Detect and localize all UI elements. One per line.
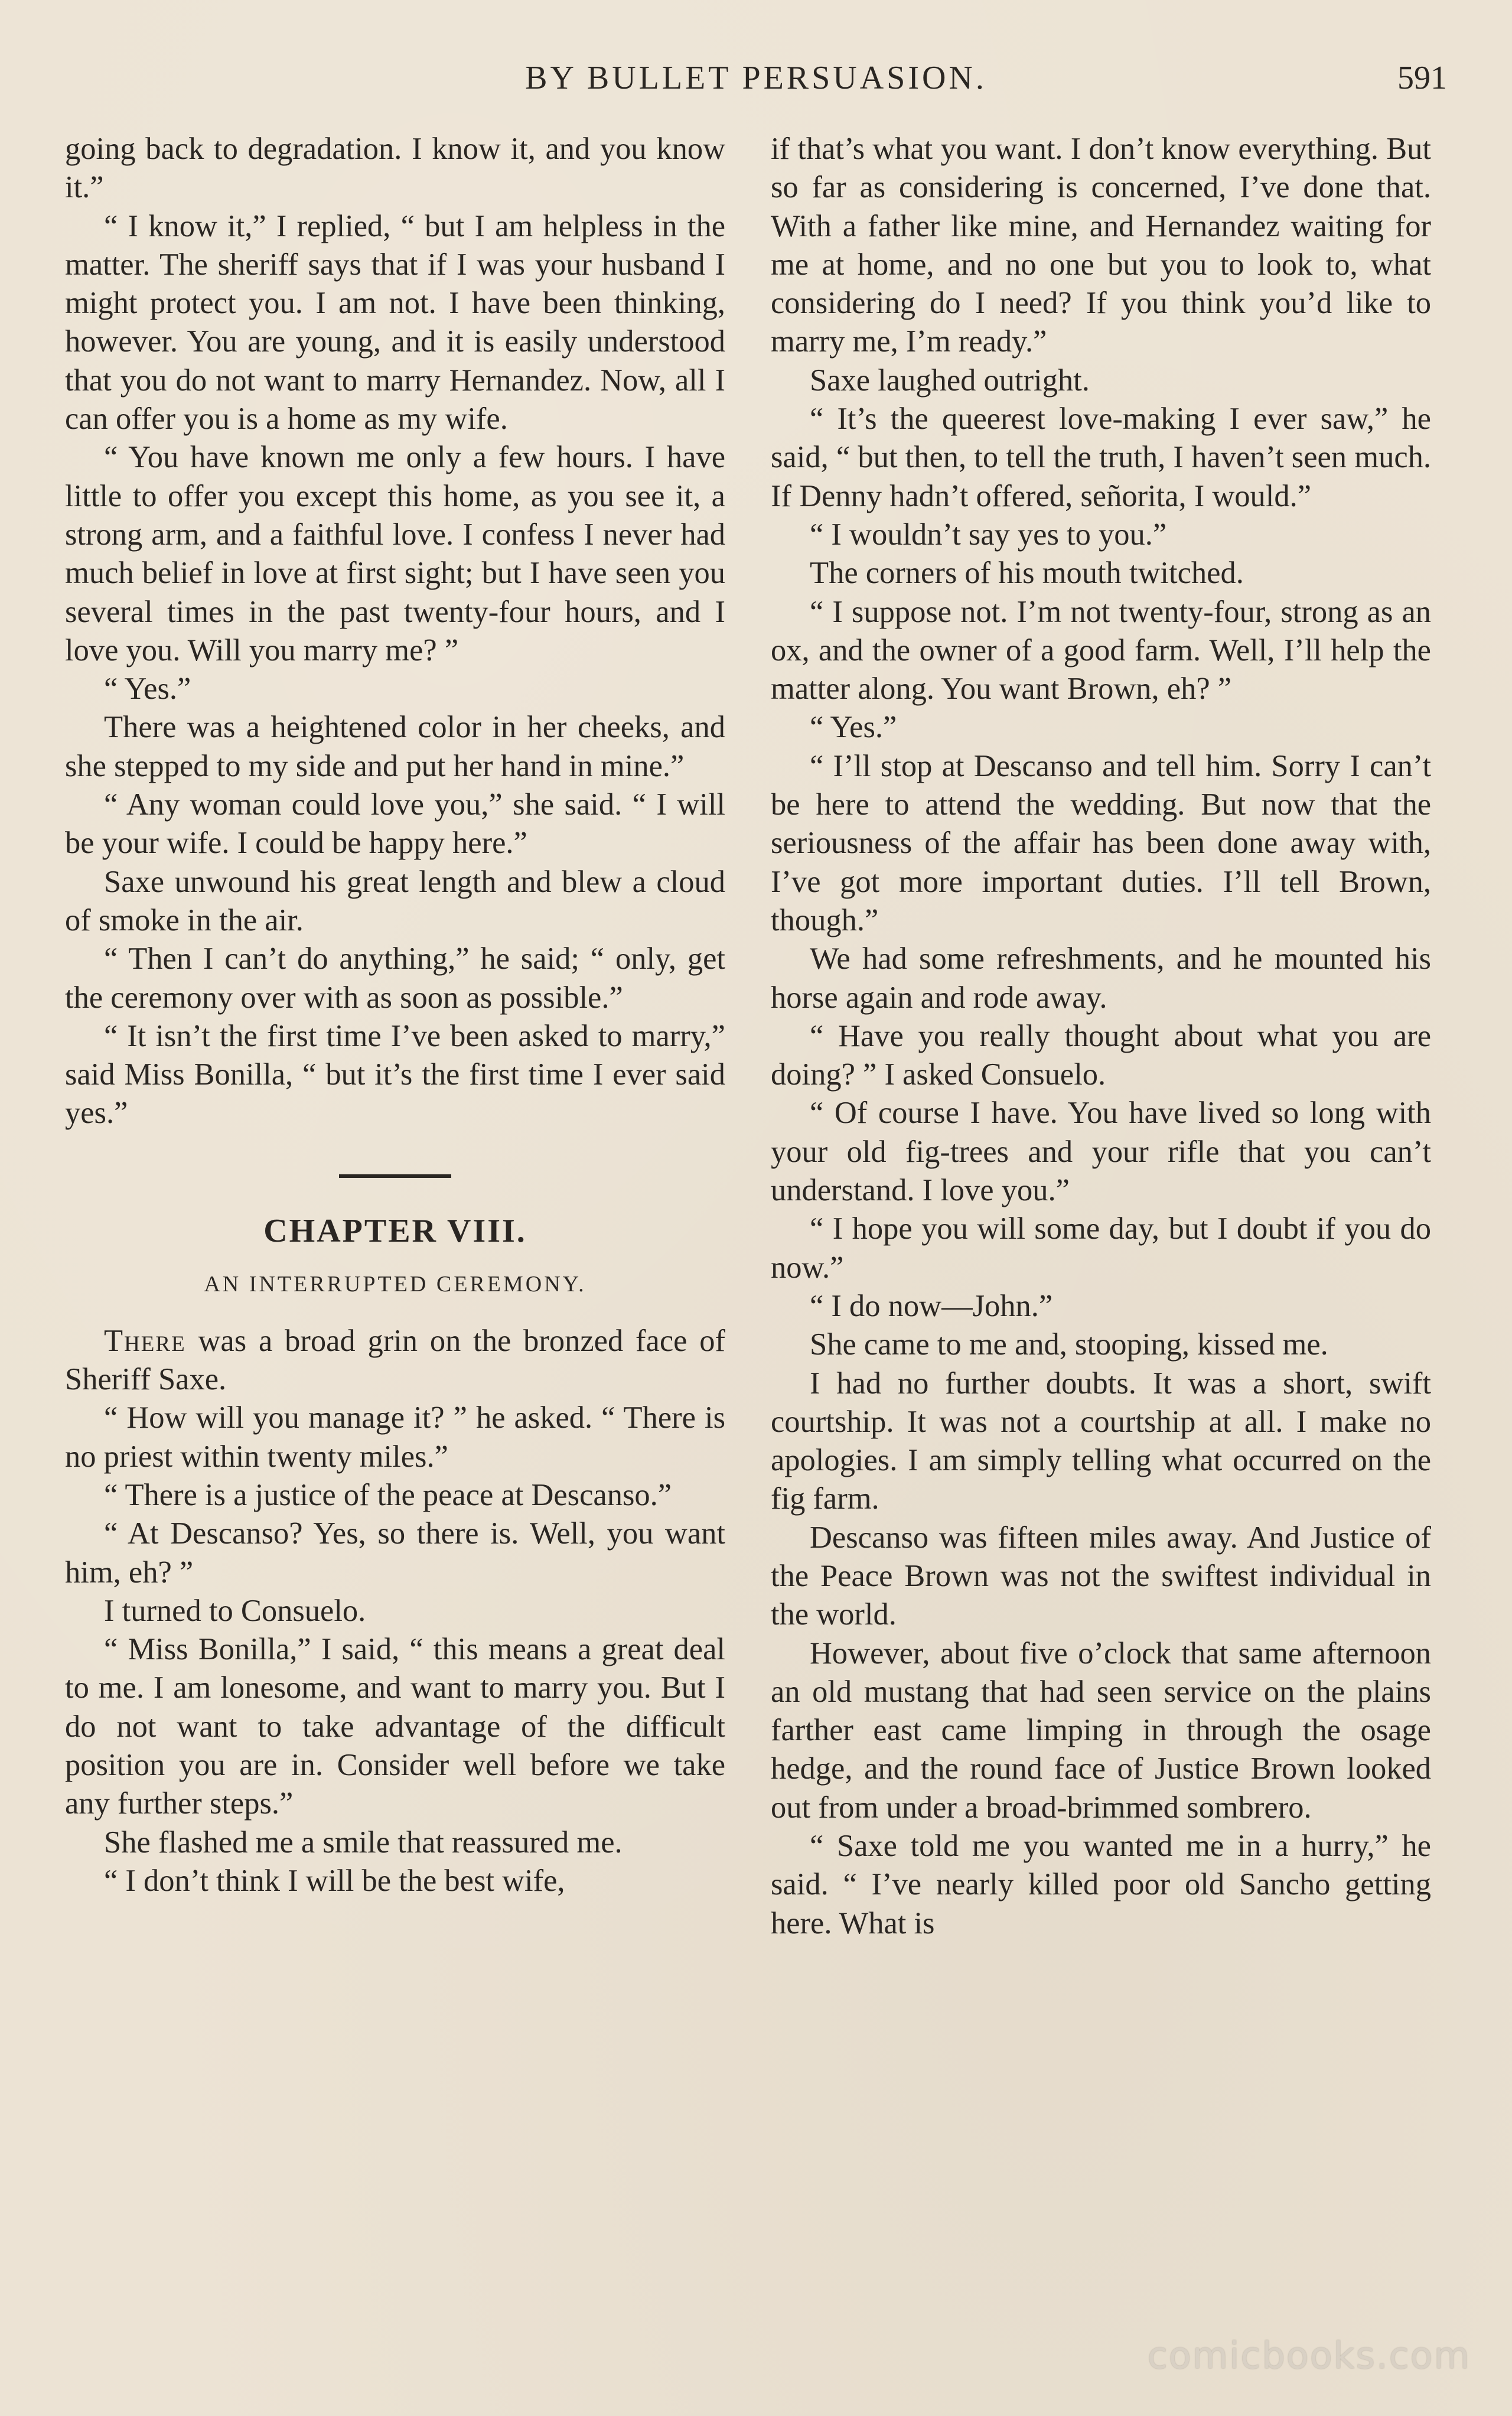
paragraph: “ I do now—John.” (810, 1288, 1053, 1323)
section-divider (339, 1174, 451, 1178)
paragraph: “ I don’t think I will be the best wife, (104, 1863, 565, 1898)
chapter-opening-word: There (104, 1323, 186, 1358)
paragraph: “ Yes.” (810, 710, 897, 745)
paragraph: She came to me and, stooping, kissed me. (810, 1327, 1328, 1362)
paragraph: Descanso was fifteen miles away. And Justice of the Peace Brown was not the swiftest individual in the world. (771, 1520, 1431, 1632)
paragraph: if that’s what you want. I don’t know everything. But so far as considering is concerned, I’ve done that. With a father like mine, and Hernandez waiting for me at home, and no one but you to look to, what considering do I need? If you think you’d like to marry me, I’m ready.” (771, 132, 1431, 359)
paragraph: “ Then I can’t do anything,” he said; “ only, get the ceremony over with as soon as possible.” (65, 942, 725, 1015)
paragraph: The corners of his mouth twitched. (810, 556, 1244, 591)
left-column (65, 130, 725, 1900)
paragraph: “ Any woman could love you,” she said. “ I will be your wife. I could be happy here.” (65, 787, 725, 861)
running-head (65, 54, 1447, 102)
paragraph: “ I wouldn’t say yes to you.” (810, 517, 1167, 552)
paragraph: “ Of course I have. You have lived so long with your old fig-trees and your rifle that you can’t understand. I love you.” (771, 1096, 1431, 1208)
paragraph: “ It isn’t the first time I’ve been asked to marry,” said Miss Bonilla, “ but it’s the first time I ever said yes.” (65, 1018, 725, 1131)
paragraph: “ How will you manage it? ” he asked. “ There is no priest within twenty miles.” (65, 1401, 725, 1474)
watermark: comicbooks.com (1147, 2334, 1471, 2377)
paragraph: “ I know it,” I replied, “ but I am helpless in the matter. The sheriff says that if I was your husband I might protect you. I am not. I have been thinking, however. You are young, and it is easily understood that you do not want to marry Hernandez. Now, all I can offer you is a home as my wife. (65, 209, 725, 437)
paragraph: I turned to Consuelo. (104, 1593, 366, 1628)
paragraph: However, about five o’clock that same afternoon an old mustang that had seen service on the plains farther east came limping in through the osage hedge, and the round face of Justice Brown looked out from under a broad-brimmed sombrero. (771, 1636, 1431, 1825)
chapter-subtitle: AN INTERRUPTED CEREMONY. (204, 1271, 586, 1297)
paragraph: “ Yes.” (104, 672, 191, 706)
paragraph: “ There is a justice of the peace at Descanso.” (104, 1477, 672, 1512)
paragraph: We had some refreshments, and he mounted his horse again and rode away. (771, 942, 1431, 1015)
paragraph: “ I suppose not. I’m not twenty-four, strong as an ox, and the owner of a good farm. Well, I’ll help the matter along. You want Brown, eh? ” (771, 594, 1431, 706)
paragraph: I had no further doubts. It was a short, swift courtship. It was not a courtship at all. I make no apologies. I am simply telling what occurred on the fig farm. (771, 1366, 1431, 1516)
paragraph: “ Miss Bonilla,” I said, “ this means a great deal to me. I am lonesome, and want to marry you. But I do not want to take advantage of the difficult position you are in. Consider well before we take any further steps.” (65, 1632, 725, 1821)
paragraph: “ You have known me only a few hours. I have little to offer you except this home, as you see it, a strong arm, and a faithful love. I confess I never had much belief in love at first sight; but I have seen you several times in the past twenty-four hours, and I love you. Will you marry me? ” (65, 440, 725, 668)
paragraph: “ It’s the queerest love-making I ever saw,” he said, “ but then, to tell the truth, I haven’t seen much. If Denny hadn’t offered, señorita, I would.” (771, 402, 1431, 513)
paragraph: going back to degradation. I know it, and you know it.” (65, 132, 725, 205)
paragraph: There was a heightened color in her cheeks, and she stepped to my side and put her hand in mine.” (65, 710, 725, 783)
paragraph: She flashed me a smile that reassured me. (104, 1825, 623, 1860)
chapter-opening-text: was a broad grin on the bronzed face of Sheriff Saxe. (65, 1323, 725, 1397)
page-number: 591 (1397, 60, 1447, 96)
chapter-opening-paragraph (65, 1322, 725, 1399)
paragraph: “ I’ll stop at Descanso and tell him. Sorry I can’t be here to attend the wedding. But now that the seriousness of the affair has been done away with, I’ve got more important duties. I’ll tell Brown, though.” (771, 748, 1431, 937)
paragraph: “ I hope you will some day, but I doubt if you do now.” (771, 1212, 1431, 1285)
right-column (771, 130, 1431, 1943)
paragraph: “ At Descanso? Yes, so there is. Well, you want him, eh? ” (65, 1516, 725, 1590)
paragraph: “ Have you really thought about what you are doing? ” I asked Consuelo. (771, 1018, 1431, 1092)
paragraph: Saxe unwound his great length and blew a cloud of smoke in the air. (65, 864, 725, 937)
paragraph: Saxe laughed outright. (810, 363, 1090, 398)
paragraph: “ Saxe told me you wanted me in a hurry,” he said. “ I’ve nearly killed poor old Sancho getting here. What is (771, 1829, 1431, 1940)
running-title: BY BULLET PERSUASION. (525, 60, 987, 96)
chapter-title: CHAPTER VIII. (263, 1212, 527, 1249)
